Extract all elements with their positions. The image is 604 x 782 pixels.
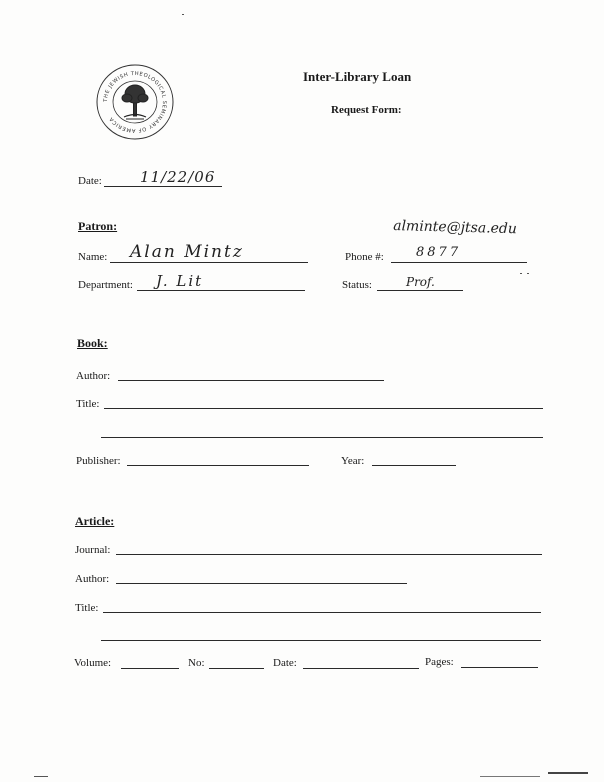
patron-phone-line[interactable] — [391, 262, 527, 263]
patron-department-value: J. Lit — [156, 272, 204, 290]
patron-department-label: Department: — [78, 279, 133, 291]
patron-department-line[interactable] — [137, 290, 305, 291]
book-publisher-label: Publisher: — [76, 455, 121, 467]
article-pages-line[interactable] — [461, 667, 538, 668]
patron-heading: Patron: — [78, 219, 118, 233]
book-year-label: Year: — [341, 455, 365, 467]
article-heading: Article: — [75, 514, 115, 528]
form-title: Inter-Library Loan — [303, 69, 412, 84]
article-journal-line[interactable] — [116, 554, 542, 555]
seminary-seal-logo — [94, 62, 176, 142]
book-title-label: Title: — [76, 398, 100, 410]
book-author-line[interactable] — [118, 380, 384, 381]
book-publisher-line[interactable] — [127, 465, 309, 466]
article-volume-label: Volume: — [74, 657, 112, 669]
article-date-label: Date: — [273, 657, 297, 669]
book-year-line[interactable] — [372, 465, 456, 466]
date-value: 11/22/06 — [140, 168, 216, 186]
patron-status-value: Prof. — [406, 275, 435, 289]
book-heading: Book: — [77, 336, 108, 350]
article-volume-line[interactable] — [121, 668, 179, 669]
book-title-line-2[interactable] — [101, 437, 543, 438]
article-journal-label: Journal: — [75, 544, 111, 556]
book-title-line[interactable] — [104, 408, 543, 409]
book-author-label: Author: — [76, 370, 111, 382]
article-title-line-2[interactable] — [101, 640, 541, 641]
patron-name-line[interactable] — [110, 262, 308, 263]
form-subtitle: Request Form: — [331, 104, 402, 116]
seal-text: THE JEWISH THEOLOGICAL SEMINARY OF AMERICA — [102, 70, 168, 134]
article-no-label: No: — [188, 657, 205, 669]
date-line[interactable] — [104, 186, 222, 187]
patron-status-line[interactable] — [377, 290, 463, 291]
patron-status-label: Status: — [342, 279, 372, 291]
patron-name-value: Alan Mintz — [130, 242, 244, 262]
patron-phone-label: Phone #: — [345, 251, 384, 263]
patron-email-handwritten: alminte@jtsa.edu — [393, 218, 518, 238]
article-pages-label: Pages: — [425, 656, 454, 668]
date-label: Date: — [78, 175, 102, 187]
patron-phone-value: 8877 — [416, 245, 462, 260]
article-date-line[interactable] — [303, 668, 419, 669]
article-author-line[interactable] — [116, 583, 407, 584]
article-no-line[interactable] — [209, 668, 264, 669]
article-title-line[interactable] — [103, 612, 541, 613]
article-author-label: Author: — [75, 573, 110, 585]
patron-name-label: Name: — [78, 251, 108, 263]
article-title-label: Title: — [75, 602, 99, 614]
